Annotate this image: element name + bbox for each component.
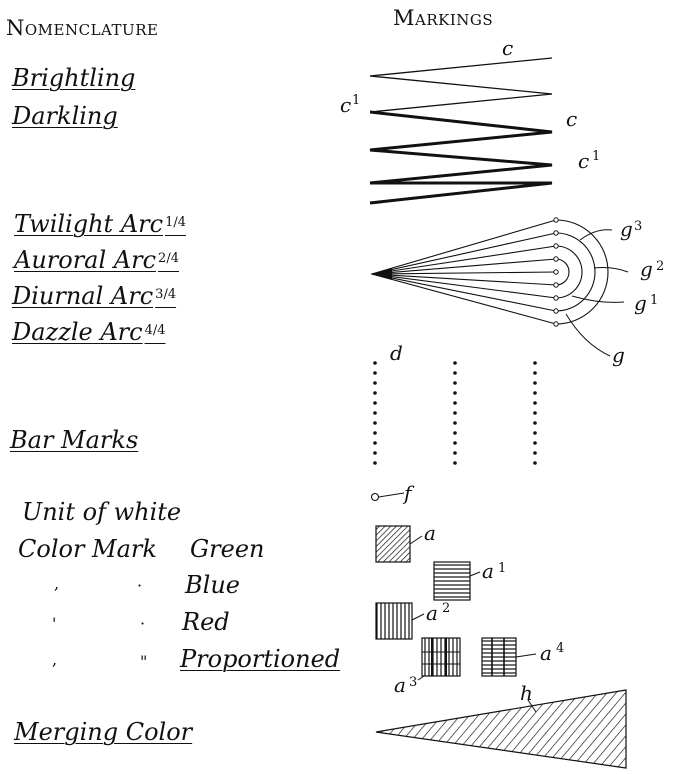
- bar-marks-dots: [373, 361, 537, 465]
- dazzle-arc-label: Dazzle Arc: [12, 318, 143, 346]
- ref-a2: a: [426, 601, 438, 625]
- color-mark-green-square: [376, 526, 422, 562]
- ditto-mark: ": [140, 652, 148, 671]
- ref-a3-sup: 3: [409, 675, 418, 690]
- ditto-mark: ,: [52, 650, 58, 669]
- ref-g3: g: [620, 217, 633, 241]
- term-darkling: Darkling: [12, 102, 118, 130]
- ref-d: d: [390, 341, 403, 365]
- ref-g3-sup: 3: [634, 219, 643, 234]
- color-mark-proportioned-square-a4: [482, 638, 536, 676]
- ref-g1: g: [634, 291, 647, 315]
- ref-f: f: [404, 481, 412, 505]
- ref-a2-sup: 2: [442, 601, 451, 616]
- ditto-mark: ·: [137, 576, 143, 595]
- auroral-arc-fraction: 2/4: [158, 251, 179, 266]
- term-merging-color: Merging Color: [14, 718, 193, 746]
- brightling-zigzag: [370, 58, 552, 112]
- ref-h: h: [520, 681, 533, 705]
- color-mark-proportioned-square-a3: [418, 638, 460, 680]
- term-proportioned: Proportioned: [180, 645, 341, 673]
- ref-g2: g: [640, 257, 653, 281]
- ref-a4-sup: 4: [556, 641, 565, 656]
- ref-c1-right: c: [578, 149, 590, 173]
- merging-color-wedge: [370, 686, 632, 772]
- ref-a4: a: [540, 641, 552, 665]
- color-mark-red-square: [376, 603, 424, 639]
- darkling-zigzag: [370, 112, 552, 203]
- ditto-mark: ,: [54, 574, 60, 593]
- ref-c1-left-sup: 1: [352, 93, 361, 108]
- ref-c-right: c: [566, 107, 578, 131]
- ref-a1-sup: 1: [498, 561, 507, 576]
- term-color-mark: Color Mark: [18, 535, 157, 563]
- auroral-arc-label: Auroral Arc: [14, 246, 157, 274]
- term-bar-marks: Bar Marks: [10, 426, 139, 454]
- ditto-mark: ': [52, 614, 57, 633]
- ref-g1-sup: 1: [650, 293, 659, 308]
- nomenclature-header: Nomenclature: [6, 16, 159, 40]
- ref-g2-sup: 2: [656, 259, 665, 274]
- ref-a: a: [424, 521, 436, 545]
- twilight-arc-label: Twilight Arc: [14, 210, 164, 238]
- ref-a3: a: [394, 673, 406, 697]
- ref-c-top: c: [502, 36, 514, 60]
- markings-header: Markings: [393, 6, 494, 30]
- term-green: Green: [190, 535, 265, 563]
- term-red: Red: [182, 608, 230, 636]
- ditto-mark: ·: [140, 614, 146, 633]
- color-mark-blue-square: [434, 562, 480, 600]
- twilight-arc-fraction: 1/4: [165, 215, 186, 230]
- arc-fan: [370, 218, 628, 356]
- term-brightling: Brightling: [12, 64, 136, 92]
- term-unit-of-white: Unit of white: [22, 498, 182, 526]
- diurnal-arc-label: Diurnal Arc: [12, 282, 154, 310]
- diurnal-arc-fraction: 3/4: [155, 287, 177, 302]
- term-blue: Blue: [185, 571, 240, 599]
- ref-c1-right-sup: 1: [592, 149, 601, 164]
- ref-g: g: [612, 343, 625, 367]
- dazzle-arc-fraction: 4/4: [144, 323, 166, 338]
- ref-c1-left: c: [340, 93, 352, 117]
- unit-of-white-mark: [372, 493, 405, 501]
- ref-a1: a: [482, 559, 494, 583]
